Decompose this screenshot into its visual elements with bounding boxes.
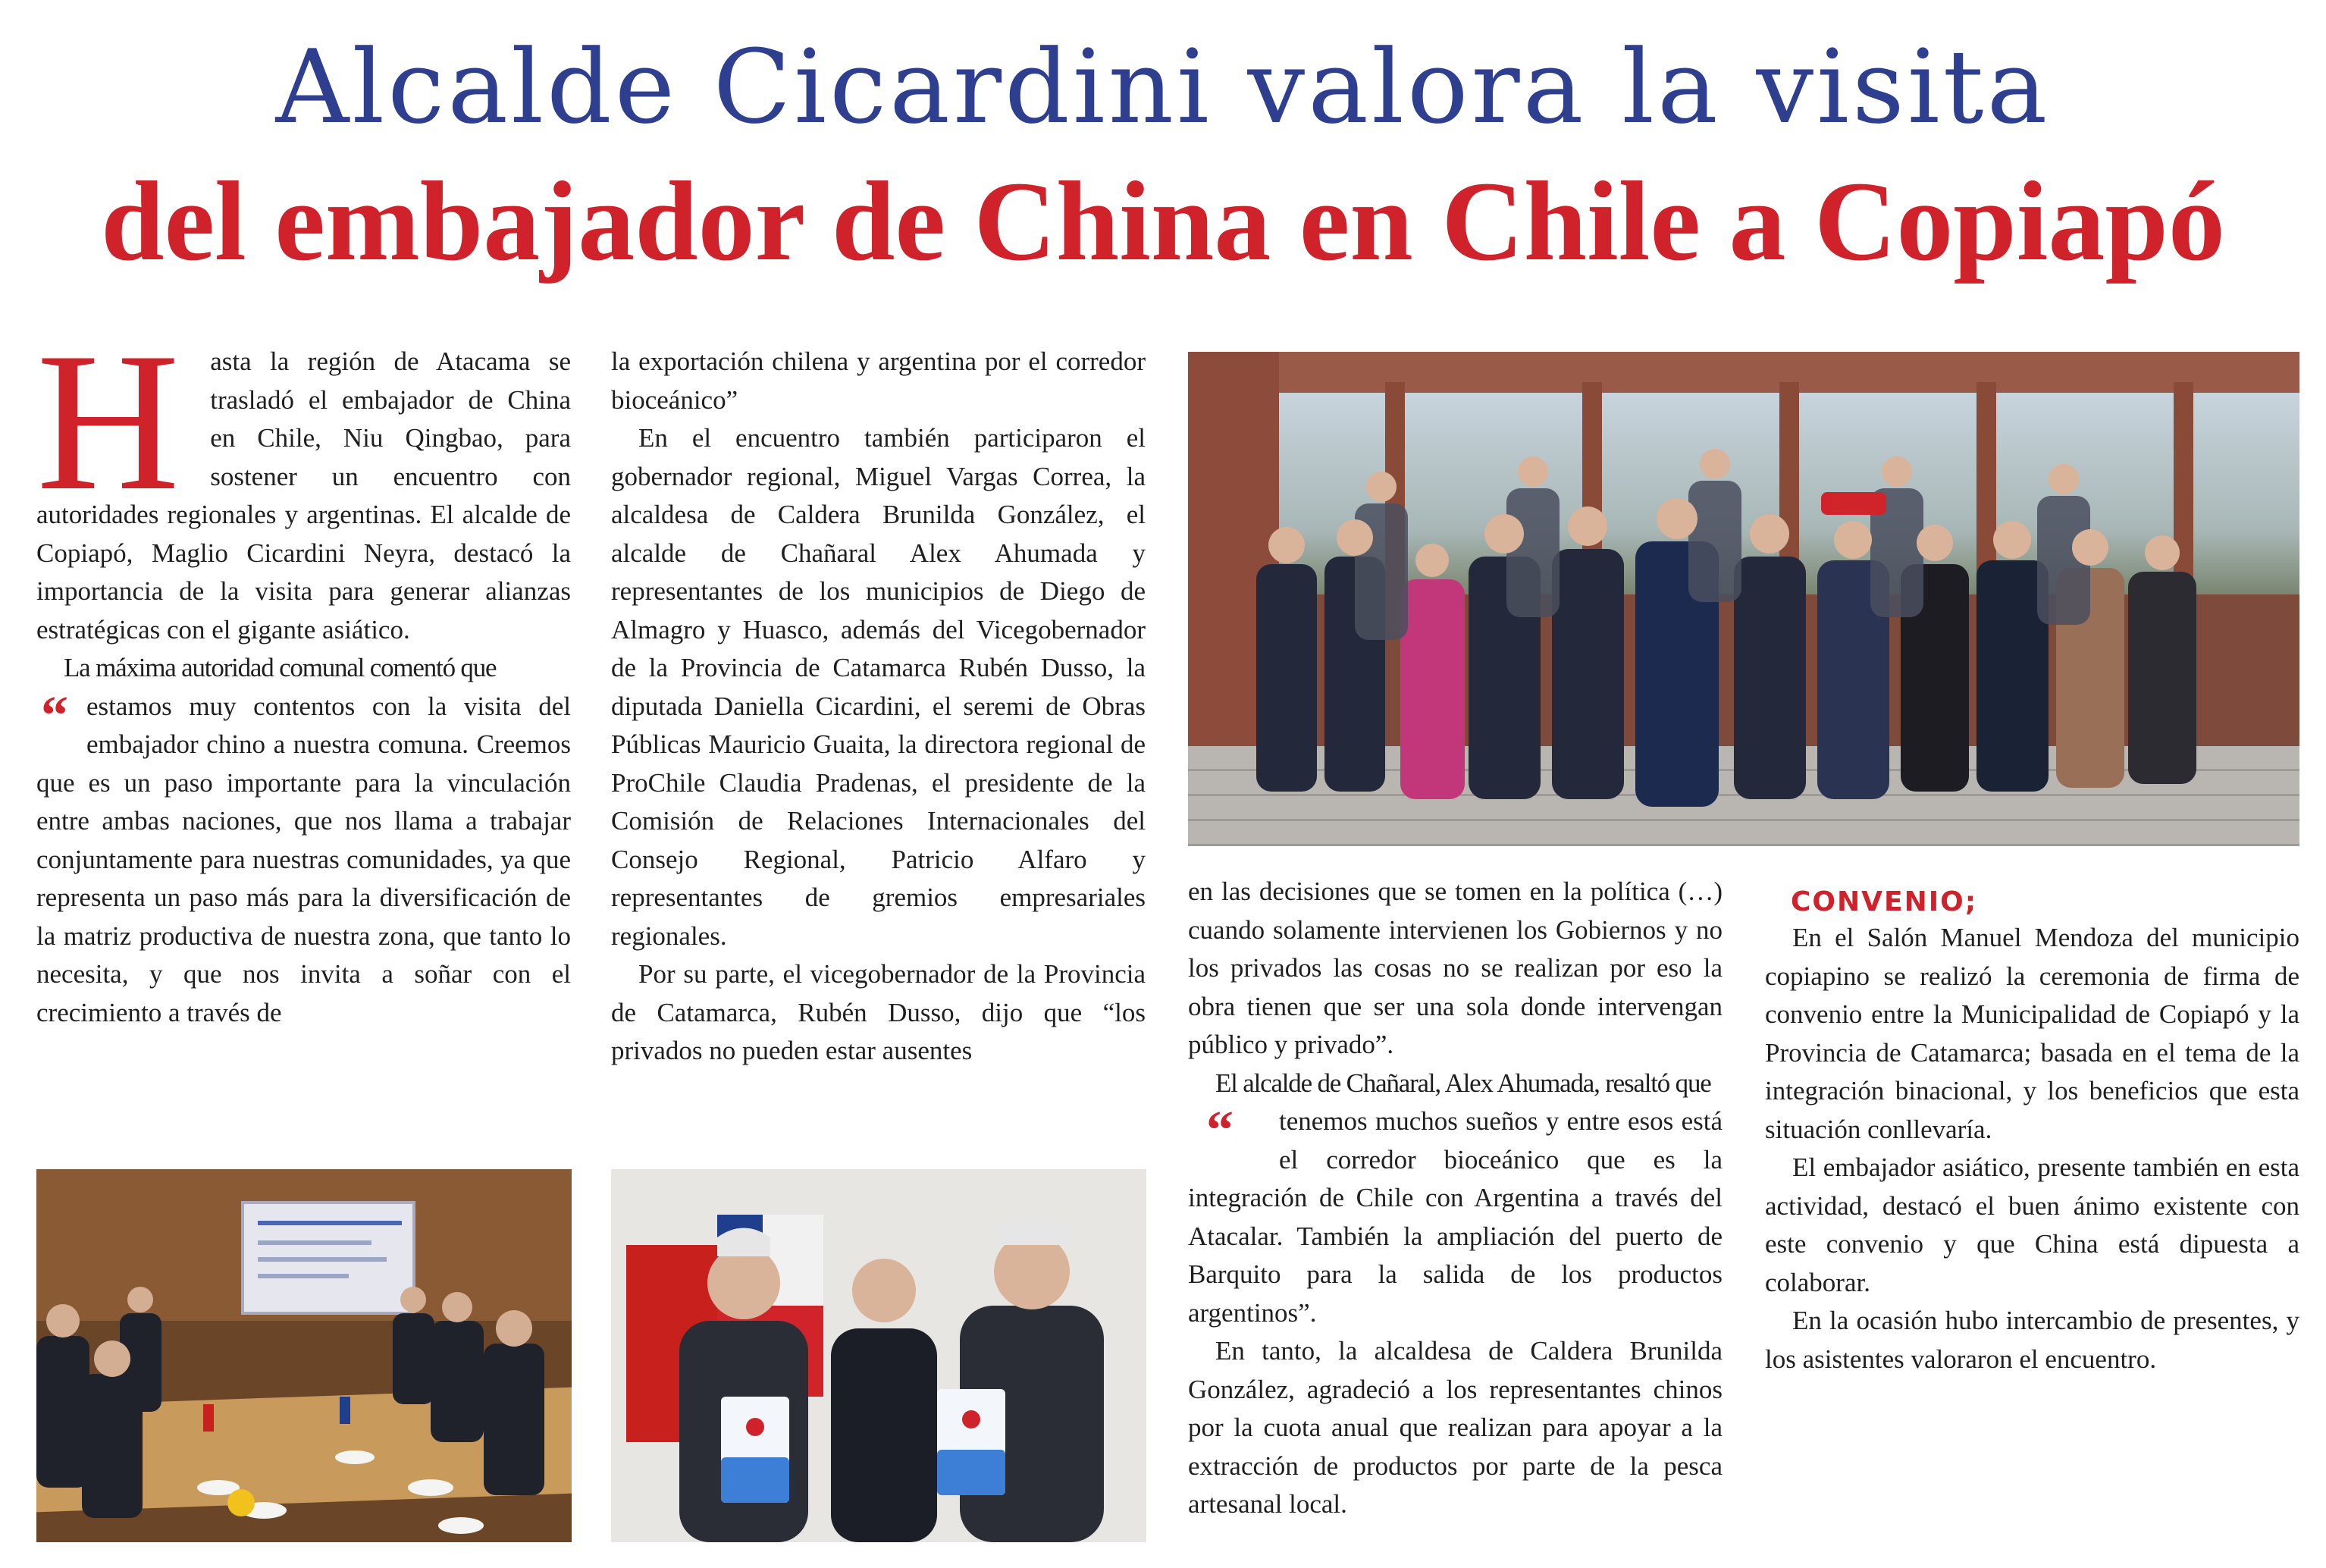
col1-quote-lead: La máxima autoridad comunal comentó que xyxy=(64,653,497,682)
quote-mark-icon: “ xyxy=(41,684,68,745)
col2-paragraph-1: la exportación chilena y argentina por el corredor bioceánico” xyxy=(611,347,1146,415)
col1-quote-paragraph: estamos muy contentos con la visita del embajador chino a nuestra comuna. Creemos que es un paso importante para la vinculación entre ambas naciones, que nos llama a trabajar conjuntamente para nuestras comunidades, ya que representa un paso más para la diversificación de la matriz productiva de nuestra zona, que tanto lo necesita, y que nos invita a soñar con el crecimiento a través de xyxy=(36,691,571,1027)
agreement-signing-photo xyxy=(611,1169,1146,1542)
article-column-2 xyxy=(611,343,1146,1071)
group-photo xyxy=(1188,352,2299,846)
col3-quote-paragraph: tenemos muchos sueños y entre esos está el corredor bioceánico que es la integración de Chile con Argentina a través del Atacalar. También la ampliación del puerto de Barquito para la salida de los productos argentinos”. xyxy=(1188,1106,1723,1328)
col3-paragraph-4: En tanto, la alcaldesa de Caldera Brunilda González, agradeció a los representantes chinos por la cuota anual que realizan para apoyar a la extracción de productos por parte de la pesca artesanal local. xyxy=(1188,1336,1723,1519)
col3-quote-lead: El alcalde de Chañaral, Alex Ahumada, resaltó que xyxy=(1215,1068,1711,1098)
group-of-people-illustration xyxy=(1218,428,2280,822)
officials-with-documents-illustration xyxy=(611,1169,1146,1542)
section-heading-convenio: CONVENIO; xyxy=(1791,886,1978,917)
col4-paragraph-3: En la ocasión hubo intercambio de presentes, y los asistentes valoraron el encuentro. xyxy=(1765,1306,2299,1374)
col1-paragraph-1: asta la región de Atacama se trasladó el embajador de China en Chile, Niu Qingbao, para sostener un encuentro con autoridades regionales y argentinas. El alcalde de Copiapó, Maglio Cicardini Neyra, destacó la importancia de la visita para generar alianzas estratégicas con el gigante asiático. xyxy=(36,347,571,644)
col2-paragraph-2: En el encuentro también participaron el gobernador regional, Miguel Vargas Correa, la alcaldesa de Caldera Brunilda González, el alcalde de Chañaral Alex Ahumada y representantes de los municipios de Diego de Almagro y Huasco, además del Vicegobernador de la Provincia de Catamarca Rubén Dusso, la diputada Daniella Cicardini, el seremi de Obras Públicas Mauricio Guaita, la directora regional de ProChile Claudia Pradenas, el presidente de la Comisión de Relaciones Internacionales del Consejo Regional, Patricio Alfaro y representantes de gremios empresariales regionales. xyxy=(611,423,1146,951)
headline-line-1: Alcalde Cicardini valora la visita xyxy=(275,28,2051,146)
article-column-1 xyxy=(36,312,571,1032)
meeting-room-photo xyxy=(36,1169,572,1542)
col2-paragraph-3: Por su parte, el vicegobernador de la Provincia de Catamarca, Rubén Dusso, dijo que “los privados no pueden estar ausentes xyxy=(611,959,1146,1065)
col3-paragraph-1: en las decisiones que se tomen en la política (…) cuando solamente intervienen los Gobiernos y no los privados las cosas no se realizan por eso la obra tienen que ser una sola donde intervengan público y privado”. xyxy=(1188,877,1723,1059)
quote-mark-icon: “ xyxy=(1206,1099,1234,1160)
drop-cap: H xyxy=(36,312,180,532)
article-column-4 xyxy=(1765,886,2299,1378)
headline-line-2: del embajador de China en Chile a Copiapó xyxy=(101,158,2225,284)
col4-paragraph-1: En el Salón Manuel Mendoza del municipio copiapino se realizó la ceremonia de firma de convenio entre la Municipalidad de Copiapó y la Provincia de Catamarca; basada en el tema de la integración binacional, y los beneficios que esta situación conllevaría. xyxy=(1765,923,2299,1144)
article-column-3 xyxy=(1188,873,1723,1524)
meeting-attendees-illustration xyxy=(36,1169,572,1542)
col4-paragraph-2: El embajador asiático, presente también en esta actividad, destacó el buen ánimo existente con este convenio y que China está dipuesta a colaborar. xyxy=(1765,1152,2299,1297)
